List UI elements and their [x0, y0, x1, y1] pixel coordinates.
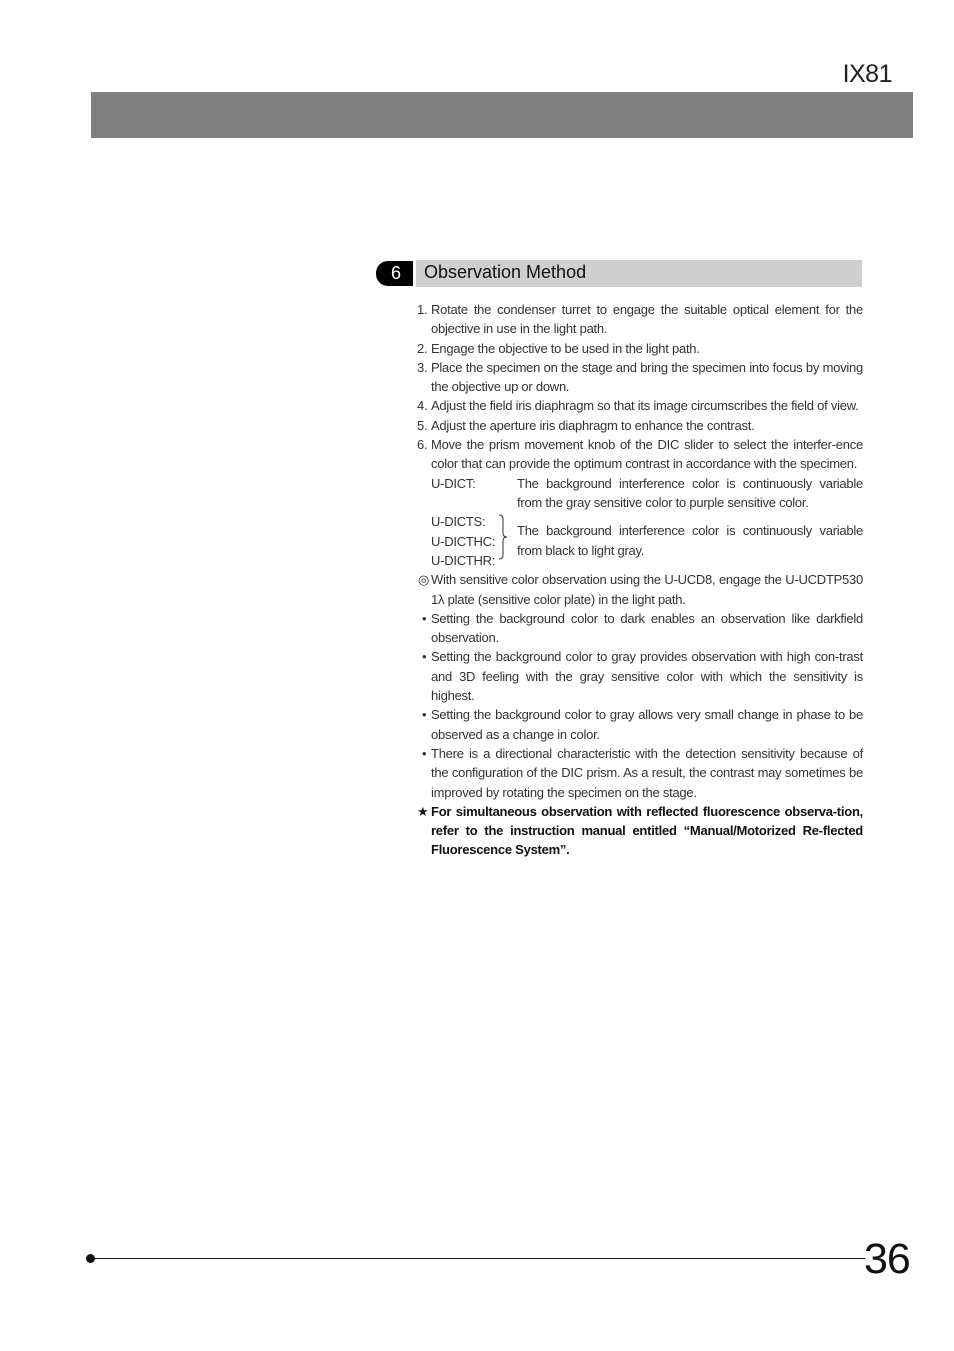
bullet-text: Setting the background color to dark enables an observation like darkfield observation. [431, 610, 863, 646]
step-number: 4. [417, 398, 428, 414]
star-note-text: For simultaneous observation with reflected fluorescence observa-tion, refer to the instruction manual entitled “Manual/Motorized Re-flected Fluorescence System”. [431, 803, 863, 858]
bullet-item [414, 609, 863, 648]
bullet-text: Setting the background color to gray provides observation with high con-trast and 3D feeling with the gray sensitive color with which the sensitivity is highest. [431, 649, 863, 704]
step-text: Place the specimen on the stage and bring the specimen into focus by moving the objective up or down. [431, 359, 863, 395]
bullet-text: There is a directional characteristic with the detection sensitivity because of the configuration of the DIC prism. As a result, the contrast may sometimes be improved by rotating the specimen on the stage. [431, 745, 863, 800]
section-title-bar [416, 260, 862, 287]
step-number: 2. [417, 340, 428, 356]
slider-term: U-DICT: [431, 475, 476, 491]
bullet-icon: • [422, 610, 427, 626]
step-item [414, 416, 863, 435]
slider-term: U-DICTS: [431, 514, 486, 530]
bullet-icon: • [422, 745, 427, 761]
bullet-icon: • [422, 707, 427, 723]
bullet-item [414, 647, 863, 705]
header-bar [91, 92, 913, 138]
slider-group-desc: The background interference color is continuously variable from black to light gray. [517, 523, 863, 558]
note-text: With sensitive color observation using the U-UCD8, engage the U-UCDTP530 1λ plate (sensitive color plate) in the light path. [431, 572, 863, 607]
bullet-text: Setting the background color to gray allows very small change in phase to be observed as a change in color. [431, 707, 863, 742]
slider-desc: The background interference color is continuously variable from the gray sensitive color to purple sensitive color. [517, 475, 863, 510]
step-text: Move the prism movement knob of the DIC slider to select the interfer-ence color that can provide the optimum contrast in accordance with the specimen. [431, 437, 863, 472]
step-item [414, 358, 863, 397]
step-item [414, 300, 863, 339]
bullet-icon: • [422, 649, 427, 665]
observation-steps [414, 300, 863, 860]
slider-group-terms [431, 512, 495, 570]
step-number: 6. [417, 437, 428, 453]
step-number: 5. [417, 417, 428, 433]
model-name: IX81 [842, 60, 892, 88]
bullet-item [414, 744, 863, 802]
page-number: 36 [864, 1235, 910, 1283]
step-text: Rotate the condenser turret to engage the suitable optical element for the objective in use in the light path. [431, 302, 863, 337]
step-number: 1. [417, 302, 428, 317]
step-item [414, 396, 863, 415]
step-number: 3. [417, 359, 428, 375]
step-text: Adjust the field iris diaphragm so that its image circumscribes the field of view. [431, 398, 859, 414]
note-icon: ◎ [418, 572, 430, 588]
step-item [414, 435, 863, 474]
star-icon: ★ [417, 803, 429, 819]
section-heading [376, 260, 862, 287]
step-item [414, 339, 863, 358]
bullet-item [414, 705, 863, 744]
step-text: Engage the objective to be used in the light path. [431, 340, 700, 356]
step-text: Adjust the aperture iris diaphragm to enhance the contrast. [431, 417, 755, 433]
section-number: 6 [376, 261, 413, 286]
slider-term: U-DICTHR: [431, 552, 496, 568]
star-note-item [414, 802, 863, 860]
brace-icon [497, 514, 511, 560]
section-title: Observation Method [424, 262, 587, 282]
slider-group [431, 512, 863, 570]
footer-rule [91, 1258, 865, 1259]
slider-term: U-DICTHC: [431, 533, 496, 549]
note-item [414, 570, 863, 609]
slider-u-dict [431, 474, 863, 513]
